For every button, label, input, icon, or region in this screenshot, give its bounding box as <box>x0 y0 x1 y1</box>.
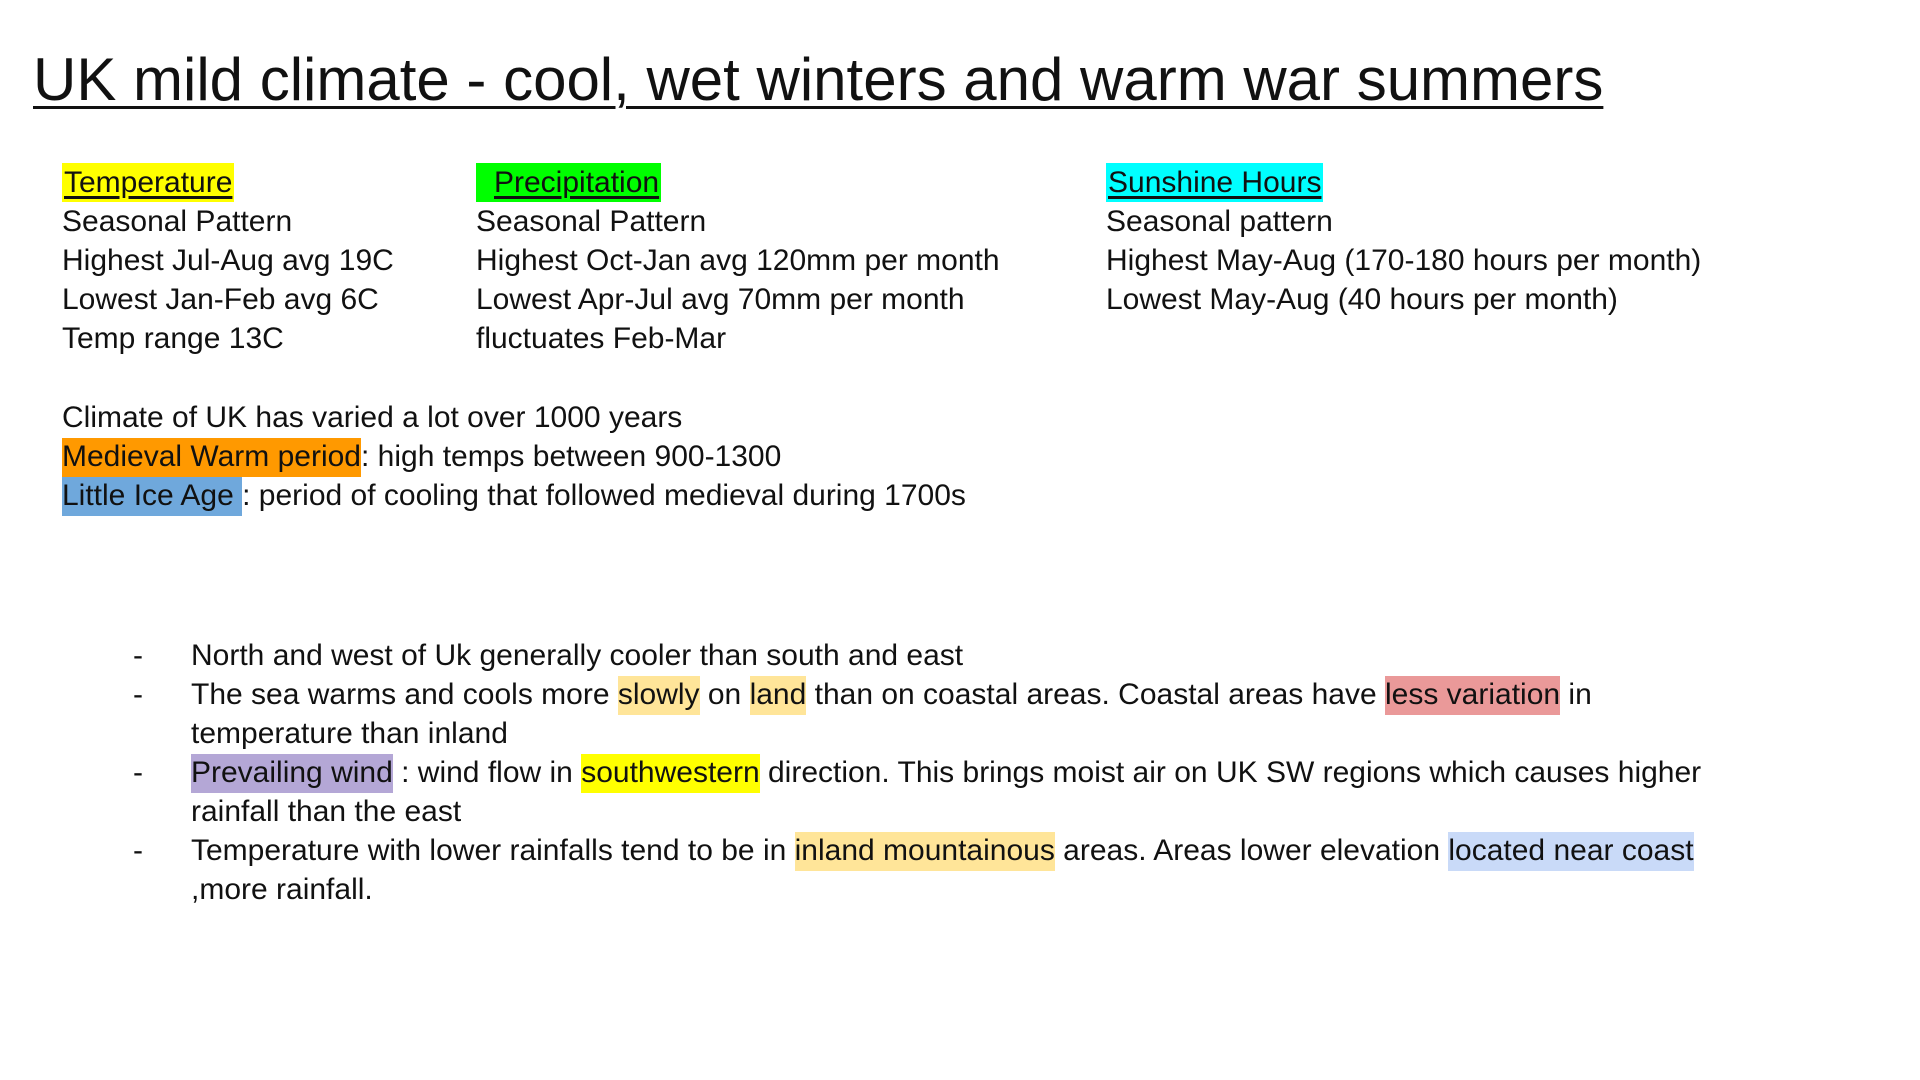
bullet-text: The sea warms and cools more <box>191 678 618 711</box>
highlight-prevailing-wind: Prevailing wind <box>191 754 393 793</box>
precipitation-line: Highest Oct-Jan avg 120mm per month <box>476 244 1000 277</box>
bullet-dash: - <box>133 756 143 789</box>
precipitation-line: fluctuates Feb-Mar <box>476 322 727 355</box>
climate-history <box>62 398 966 515</box>
temperature-line: Temp range 13C <box>62 322 284 355</box>
bullet-text: Temperature with lower rainfalls tend to be in <box>191 834 795 867</box>
list-item <box>0 675 1751 753</box>
bullet-text: : wind flow in <box>392 756 582 789</box>
temperature-line: Lowest Jan-Feb avg 6C <box>62 283 379 316</box>
bullet-dash: - <box>133 834 143 867</box>
bullet-text: North and west of Uk generally cooler than south and east <box>191 639 964 672</box>
precipitation-heading: Precipitation <box>476 163 661 202</box>
highlight-less-variation: less variation <box>1385 676 1560 715</box>
highlight-slowly: slowly <box>618 676 700 715</box>
medieval-term: Medieval Warm period <box>62 438 361 477</box>
highlight-land: land <box>750 676 807 715</box>
highlight-inland-mountainous: inland mountainous <box>795 832 1055 871</box>
bullet-text: than on coastal areas. Coastal areas have <box>806 678 1385 711</box>
ice-age-line <box>62 476 966 515</box>
bullet-text: areas. Areas lower elevation <box>1054 834 1449 867</box>
bullet-dash: - <box>133 678 143 711</box>
temperature-line: Seasonal Pattern <box>62 205 293 238</box>
precipitation-line: Lowest Apr-Jul avg 70mm per month <box>476 283 965 316</box>
list-item <box>0 636 1751 675</box>
precipitation-column <box>476 163 1000 358</box>
page-title: UK mild climate - cool, wet winters and warm war summers <box>33 46 1604 113</box>
list-item <box>0 753 1751 831</box>
temperature-heading: Temperature <box>62 163 234 202</box>
bullet-list <box>0 636 1760 909</box>
medieval-line <box>62 437 966 476</box>
sunshine-line: Highest May-Aug (170-180 hours per month) <box>1106 244 1702 277</box>
ice-age-term: Little Ice Age <box>62 477 242 516</box>
bullet-text: on <box>699 678 750 711</box>
highlight-southwestern: southwestern <box>581 754 759 793</box>
bullet-text: ,more rainfall. <box>191 873 373 906</box>
temperature-line: Highest Jul-Aug avg 19C <box>62 244 394 277</box>
bullet-text: in temperature than inland <box>191 678 1592 750</box>
sunshine-heading: Sunshine Hours <box>1106 163 1323 202</box>
highlight-located-near-coast: located near coast <box>1448 832 1693 871</box>
medieval-description: : high temps between 900-1300 <box>361 440 782 473</box>
precipitation-line: Seasonal Pattern <box>476 205 707 238</box>
sunshine-line: Seasonal pattern <box>1106 205 1333 238</box>
history-intro: Climate of UK has varied a lot over 1000 years <box>62 401 683 434</box>
bullet-text: direction. This brings moist air on UK SW regions which causes higher rainfall than the east <box>191 756 1702 828</box>
ice-age-description: : period of cooling that followed medieval during 1700s <box>242 479 966 512</box>
temperature-column <box>62 163 394 358</box>
sunshine-line: Lowest May-Aug (40 hours per month) <box>1106 283 1618 316</box>
bullet-dash: - <box>133 639 143 672</box>
list-item <box>0 831 1751 909</box>
sunshine-column <box>1106 163 1701 319</box>
